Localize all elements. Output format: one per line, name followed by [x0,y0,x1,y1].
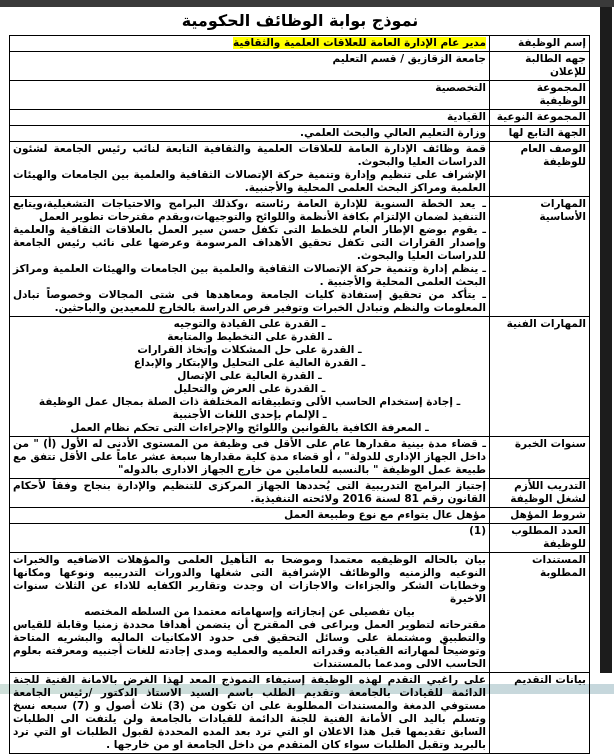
skill-item: ـ القدرة على القيادة والتوجيه [173,318,326,330]
field-label-application-info: بيانات التقديم [490,673,590,754]
field-label-functional-group: المجموعة الوظيفية [490,81,590,110]
field-label-announcing-entity: جهه الطالبة للإعلان [490,52,590,81]
field-label-required-count: العدد المطلوب للوظيفة [490,524,590,553]
field-value-application-info [10,673,490,754]
experience-text: ـ قضاء مدة بينية مقدارها عام على الأقل فى وظيفة من المستوى الأدنى له الأول (أ) " من داخل الجهاز الإدارى للدولة" ، أو قضاء مدة كلية مقدارها سبعة عشر عاماً على الأقل تتفق مع طبيعة عمل الوظيفة " بالنسبه للعاملين من خارج الجهاز الادارى بالدوله" [13,438,486,476]
application-text: على راغبي التقدم لهذه الوظيفة إستيفاء النموذج المعد لهذا الغرض بالامانة الفنية للجنة الدائمة للقيادات بالجامعة وتقديم الطلب باسم السيد الاستاذ الدكتور /رئيس الجامعة مستوفي الدمغة والمستندات المطلوبة على ان تكون من (3) ثلاث أصول و (7) سبعه نسخ وتسلم باليد الى الأمانة الفنية للجنة الدائمة للقيادات بالجامعة ولن يلتفت الى الطلبات السابق تقديمها قبل هذا الاعلان او التي ترد بعد المده المحددة لقبول الطلبات او التي ترد بالبريد وتقبل الطلبات سواء كان المتقدم من داخل الجامعة او من خارجها . [13,674,486,751]
field-value-qualification-conditions: مؤهل عال يتواءم مع نوع وطبيعة العمل [10,508,490,524]
document-page [10,7,590,754]
document-item: مقترحاته لتطوير العمل ويراعى فى المقترح أن يتضمن أهدافا محددة زمنيا وقابلة للقياس والتطبيق ومشتملة على وسائل التحقيق فى حدود الامكانيات الماليه والبشريه المتاحة وتوضيحاً لمهاراته القياديه وقدراته العلميه والعمليه ومدى إجادته للغات أجنبيه ومعرفته بعلوم الحاسب الالى ومدعما بالمستندات [13,619,486,670]
field-value-required-count: (1) [10,524,490,553]
skill-item: ـ يعد الخطة السنوية للإدارة العامة رئاسته ،وكذلك البرامج والاحتياجات التشغيلية،ويتابع التنفيذ لضمان الإلتزام بكافة الأنظمة واللوائح والتوجيهات،ويقدم مقترحات تطوير العمل [13,198,486,223]
field-label-qualification-conditions: شروط المؤهل [490,508,590,524]
table-row [10,36,590,52]
field-value-qualitative-group: القيادية [10,110,490,126]
highlighted-value: مدير عام الإدارة العامة للعلاقات العلمية والثقافية [232,37,486,49]
table-row [10,673,590,754]
field-value-general-description [10,142,490,197]
skill-item: ـ ينظم إدارة وتنمية حركة الإتصالات الثقافية والعلمية بين الجامعات والهيئات العلمية ومراكز البحث العلمى المحلية والأجنبية . [13,263,486,288]
document-item: بيان بالحاله الوظيفيه معتمدا وموضحا به التأهيل العلمى والمؤهلات الاضافيه والخبرات النوعيه والزمنيه والوظائف الإشرافية التى شغلها والدورات التدريبيه ونوعها ومكانها وخطابات الشكر والجزاءات والاجازات ان وجدت وتقارير الكفايه للاداء عن الثلاث سنوات الاخيرة [13,554,486,605]
field-value-job-name [10,36,490,52]
field-value-experience-years [10,437,490,479]
field-value-required-documents [10,553,490,673]
field-value-technical-skills [10,317,490,437]
skill-item: ـ القدرة العالية على الإتصال [177,370,322,382]
table-row [10,553,590,673]
field-label-required-documents: المستندات المطلوبة [490,553,590,673]
field-label-required-training: التدريب اللأزم لشغل الوظيفة [490,479,590,508]
field-label-technical-skills: المهارات الفنية [490,317,590,437]
table-row [10,437,590,479]
skill-item: ـ يتأكد من تحقيق إستفادة كليات الجامعة ومعاهدها فى شتى المجالات وخصوصاً تبادل المعلومات والنظم وتبادل الخبرات وتوفير فرص الدراسة بالخارج للمعيدين والباحثين. [13,289,486,314]
field-value-announcing-entity: جامعة الزقازيق / قسم التعليم [10,52,490,81]
table-row [10,52,590,81]
job-form-table [9,35,590,754]
document-item: بيان تفصيلى عن إنجازاته وإسهاماته معتمدا من السلطه المختصه [84,606,415,618]
skill-item: ـ القدرة العالية على التحليل والإبتكار والإبداع [133,357,366,369]
field-label-parent-authority: الجهة التابع لها [490,126,590,142]
table-row [10,479,590,508]
page-title: نموذج بوابة الوظائف الحكومية [181,11,419,30]
top-window-bar [0,0,614,7]
field-label-experience-years: سنوات الخبرة [490,437,590,479]
description-item: الإشراف على تنظيم وإدارة وتنمية حركة الإتصالات الثقافية والعلمية بين الجامعات والهيئات العلمية ومراكز البحث العلمى المحلية والأجنبية. [13,169,486,194]
field-label-general-description: الوصف العام للوظيفة [490,142,590,197]
field-value-parent-authority: وزارة التعليم العالي والبحث العلمي. [10,126,490,142]
skill-item: ـ إجادة إستخدام الحاسب الألى وتطبيقاته المختلفة ذات الصلة بمجال عمل الوظيفة [38,396,461,408]
table-row [10,197,590,317]
skill-item: ـ يقوم بوضع الإطار العام للخطط التى تكفل حسن سير العمل بالعلاقات الثقافية والعلمية وإصدار القرارات التى تكفل تحقيق الأهداف المرسومة وعرضها على نائب رئيس الجامعة للدراسات العليا والبحوث. [13,224,486,262]
table-row [10,508,590,524]
field-value-basic-skills [10,197,490,317]
training-text: إجتياز البرامج التدريبية التى يُحددها الجهاز المركزى للتنظيم والإدارة بنجاح وفقاً لأحكام القانون رقم 81 لسنة 2016 ولائحته التنفيذية. [13,480,486,505]
skill-item: ـ المعرفة الكافية بالقوانين واللوائح والإجراءات التى تحكم نظام العمل [70,422,429,434]
table-row [10,317,590,437]
right-edge-bar [600,7,612,673]
description-item: قمة وظائف الإدارة العامة للعلاقات العلمية والثقافية التابعة لنائب رئيس الجامعة لشئون الدراسات العليا والبحوث. [13,143,486,168]
table-row [10,524,590,553]
table-row [10,81,590,110]
table-row [10,126,590,142]
field-label-qualitative-group: المجموعة النوعية [490,110,590,126]
skill-item: ـ القدرة على حل المشكلات وإتخاذ القرارات [137,344,362,356]
skill-item: ـ الإلمام بإحدى اللغات الأجنبية [172,409,327,421]
field-value-required-training [10,479,490,508]
field-value-functional-group: التخصصية [10,81,490,110]
field-label-basic-skills: المهارات الأساسية [490,197,590,317]
table-row [10,110,590,126]
field-label-job-name: إسم الوظيفة [490,36,590,52]
skill-item: ـ القدرة على العرض والتحليل [173,383,326,395]
skill-item: ـ القدرة على التخطيط والمتابعة [167,331,332,343]
table-row [10,142,590,197]
